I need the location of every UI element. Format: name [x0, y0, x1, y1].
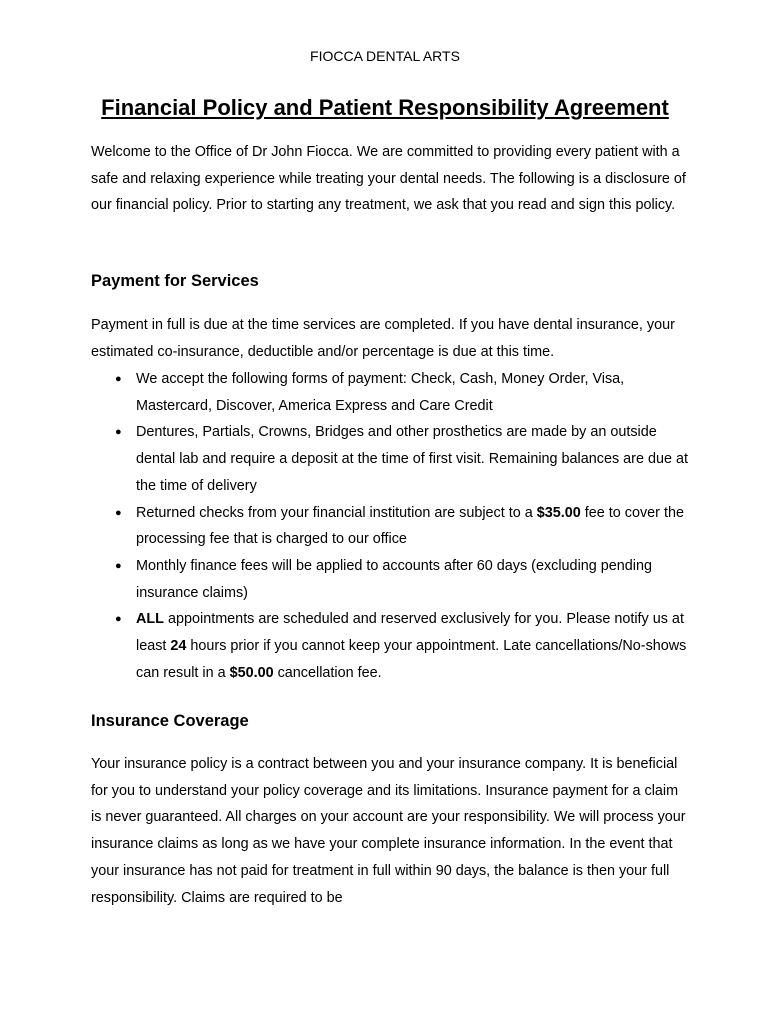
insurance-heading: Insurance Coverage: [91, 712, 249, 730]
bullet-text: We accept the following forms of payment: Check, Cash, Money Order, Visa, Mastercard, Discover, America Express and Care Credit: [136, 371, 625, 414]
page-title: Financial Policy and Patient Responsibility Agreement: [101, 95, 669, 120]
bullet-text: Returned checks from your financial institution are subject to a: [136, 504, 537, 521]
payment-bullet-list: [91, 366, 691, 686]
insurance-paragraph: Your insurance policy is a contract between you and your insurance company. It is beneficial for you to understand your policy coverage and its limitations. Insurance payment for a claim is never guaranteed. All charges on your account are your responsibility. We will process your insurance claims as long as we have your complete insurance information. In the event that your insurance has not paid for treatment in full within 90 days, the balance is then your full responsibility. Claims are required to be: [91, 756, 686, 906]
payment-heading: Payment for Services: [91, 272, 259, 290]
payment-paragraph: Payment in full is due at the time services are completed. If you have dental insurance, your estimated co-insurance, deductible and/or percentage is due at this time.: [91, 317, 675, 360]
bullet-marker: ●: [115, 506, 122, 519]
appointments-all: ALL: [136, 611, 164, 628]
bullet-text: hours prior if you cannot keep your appointment. Late cancellations/No-shows can result in a: [136, 638, 687, 681]
bullet-appointments: [91, 606, 691, 686]
practice-name: FIOCCA DENTAL ARTS: [310, 48, 460, 64]
bullet-payment-forms: [91, 366, 691, 419]
bullet-text: appointments are scheduled and reserved exclusively for you. Please notify us at least: [136, 611, 684, 655]
bullet-prosthetics: [91, 419, 691, 499]
bullet-finance-fees: [91, 553, 691, 606]
bullet-text: cancellation fee.: [273, 664, 382, 681]
bullet-returned-checks: [91, 500, 691, 553]
bullet-marker: ●: [115, 373, 122, 385]
bullet-marker: ●: [115, 613, 122, 626]
cancellation-fee: $50.00: [229, 664, 274, 681]
bullet-text: Monthly finance fees will be applied to accounts after 60 days (excluding pending insurance claims): [136, 557, 652, 601]
returned-check-fee: $35.00: [536, 504, 581, 521]
notice-hours: 24: [170, 638, 187, 655]
bullet-marker: ●: [115, 559, 122, 572]
bullet-text: fee to cover the processing fee that is charged to our office: [136, 504, 684, 548]
intro-paragraph: Welcome to the Office of Dr John Fiocca. We are committed to providing every patient with a safe and relaxing experience while treating your dental needs. The following is a disclosure of our financial policy. Prior to starting any treatment, we ask that you read and sign this policy.: [91, 144, 686, 214]
bullet-marker: ●: [115, 426, 122, 439]
bullet-text: Dentures, Partials, Crowns, Bridges and other prosthetics are made by an outside dental lab and require a deposit at the time of first visit. Remaining balances are due at the time of delivery: [136, 424, 688, 494]
